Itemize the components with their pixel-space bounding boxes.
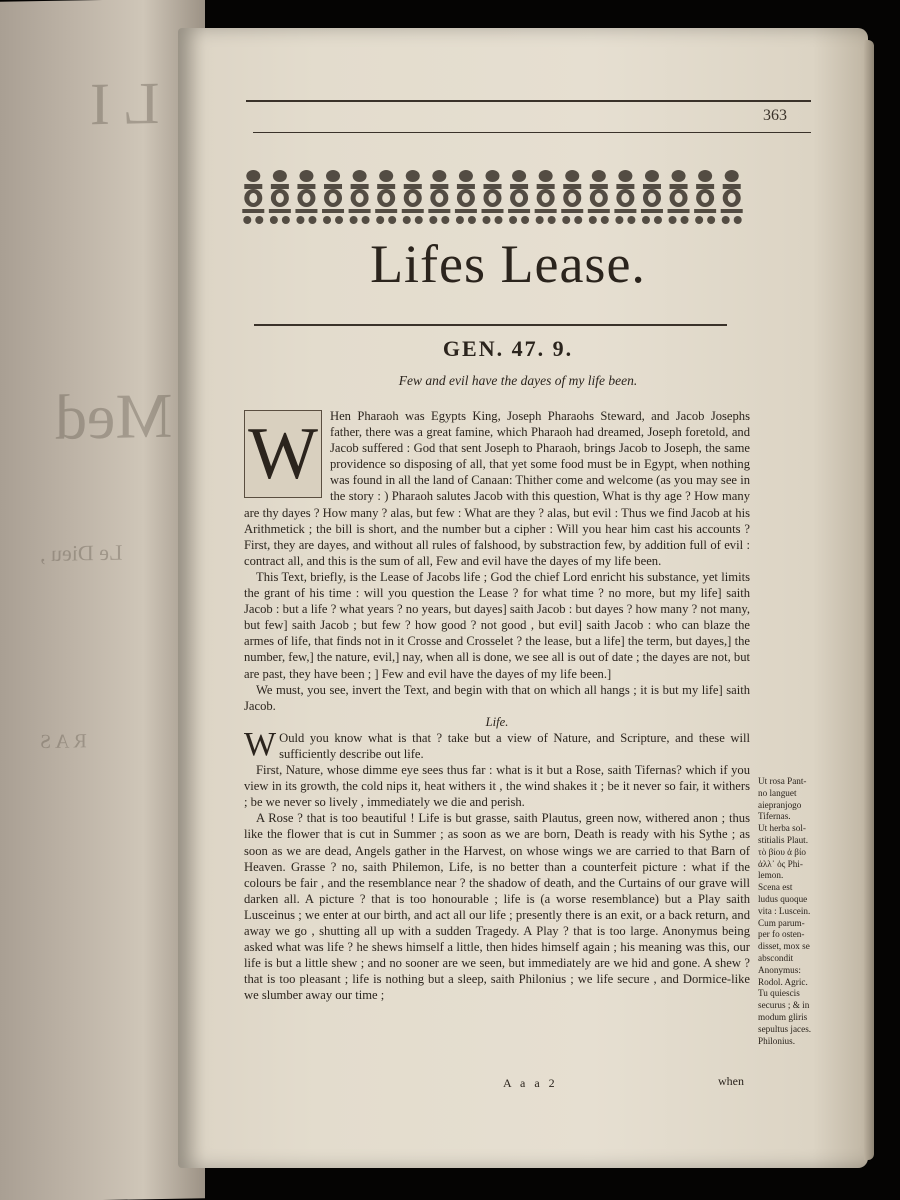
margin-note: τὸ βίου ἀ βίο [758,846,807,857]
left-page-ghost-text: Le Dieu , [40,539,123,567]
paragraph: This Text, briefly, is the Lease of Jacobs life ; God the chief Lord enricht his substance, yet limits the grant of his time : will you question the Lease ? for what time ? no more, but my life] saith Jacob : but a life ? what years ? no years, but dayes] saith Jacob : but dayes ? how many ? not many, but few] saith Jacob ; but few ? how good ? not good , but evil] saith Jacob : who can blaze the armes of life, that finds not in it Crosse and Crosselet ? the lease, but a life] the term, but dayes,] the number, few,] the nature, evil,] nay, when all is done, we see all is out of date ; the dayes are not, but are past, they have been ; ] Few and evil have the dayes of my life been.] [244,569,750,681]
margin-note: vita : Luscein. [758,905,811,916]
fleuron-mark [495,216,503,224]
fleuron-mark [728,193,736,203]
fleuron-mark [508,209,530,213]
fleuron-mark [299,170,313,182]
fleuron-mark [441,216,449,224]
fleuron-mark [273,170,287,182]
margin-note: Philonius. [758,1035,796,1046]
fleuron-mark [356,193,364,203]
fleuron-mark [484,184,502,189]
fleuron-mark [701,193,709,203]
header-rule-thin [253,132,811,133]
fleuron-mark [614,209,636,213]
fleuron-mark [457,184,475,189]
fleuron-mark [375,209,397,213]
fleuron-mark [324,184,342,189]
fleuron-mark [601,216,609,224]
fleuron-mark [255,216,263,224]
fleuron-mark [512,170,526,182]
fleuron-mark [627,216,635,224]
header-rule [246,100,811,102]
margin-note: Anonymus: [758,964,801,975]
fleuron-mark [668,209,690,213]
fleuron-mark [722,216,730,224]
paragraph: We must, you see, invert the Text, and begin with that on which all hangs ; it is but my life] saith Jacob. [244,682,750,713]
fleuron-mark [537,184,555,189]
fleuron-mark [295,209,317,213]
fleuron-mark [246,170,260,182]
fleuron-mark [282,216,290,224]
fleuron-mark [406,170,420,182]
left-facing-page [0,0,205,1200]
fleuron-mark [616,184,634,189]
fleuron-mark [561,209,583,213]
fleuron-mark [428,209,450,213]
fleuron-mark [351,184,369,189]
fleuron-mark [276,193,284,203]
fleuron-mark [565,170,579,182]
fleuron-mark [723,184,741,189]
fleuron-mark [489,193,497,203]
fleuron-mark [322,209,344,213]
fleuron-mark [574,216,582,224]
fleuron-mark [308,216,316,224]
fleuron-mark [588,209,610,213]
fleuron-mark [242,209,264,213]
fleuron-mark [362,216,370,224]
left-page-ghost-text: R A S [40,730,87,754]
fleuron-mark [548,216,556,224]
fleuron-mark [515,193,523,203]
fleuron-mark [694,209,716,213]
fleuron-mark [270,216,278,224]
page-stack-edge [864,40,874,1160]
page-number: 363 [763,107,787,124]
fleuron-mark [510,184,528,189]
fleuron-mark [302,193,310,203]
margin-note: aiepranjogo [758,799,802,810]
fleuron-mark [645,170,659,182]
fleuron-mark [462,193,470,203]
fleuron-ornament-band [240,164,745,226]
fleuron-mark [654,216,662,224]
fleuron-mark [568,193,576,203]
margin-note: sepultus jaces. [758,1023,812,1034]
margin-note: securus ; & in [758,1000,810,1011]
fleuron-mark [734,216,742,224]
fleuron-mark [648,193,656,203]
fleuron-mark [432,170,446,182]
fleuron-mark [377,184,395,189]
fleuron-mark [429,216,437,224]
fleuron-mark [590,184,608,189]
fleuron-mark [486,170,500,182]
fleuron-mark [323,216,331,224]
fleuron-mark [459,170,473,182]
margin-note: Cum parum- [758,917,805,928]
margin-note: abscondit [758,952,794,963]
fleuron-mark [409,193,417,203]
fleuron-mark [681,216,689,224]
left-page-ghost-text: L I [90,70,160,138]
fleuron-mark [456,216,464,224]
fleuron-mark [521,216,529,224]
fleuron-mark [415,216,423,224]
fleuron-mark [388,216,396,224]
paragraph: First, Nature, whose dimme eye sees thus far : what is it but a Rose, saith Tifernas? which if you view in its growth, the cold nips it, heat withers it , the wind shakes it ; be it never so fair, it withers ; be we never so lively , immediately we die and perish. [244,763,750,810]
fleuron-mark [435,193,443,203]
fleuron-mark [297,184,315,189]
fleuron-mark [695,216,703,224]
fleuron-mark [589,216,597,224]
fleuron-mark [536,216,544,224]
fleuron-mark [592,170,606,182]
right-page [178,28,868,1168]
fleuron-mark [539,170,553,182]
fleuron-mark [353,170,367,182]
page-title: Lifes Lease. [370,234,646,294]
paragraph: A Rose ? that is too beautiful ! Life is but grasse, saith Plautus, green now, withered anon ; thus like the flower that is cut in Summer ; as soon as we are born, Death is ready with his Sythe ; as soon as we are dead, Angels gather in the Harvest, on whose wings we are carried to that Barn of Heaven. Grasse ? no, saith Philemon, Life, is no better than a counterfeit picture : what if the colours be fair , and the resemblance near ? the shadow of death, and the Curtains of our grave will darken all. A picture ? that is too honourable ; life is (a worse resemblance) but a Play saith Lusceinus ; we enter at our birth, and act all our life ; presently there is an exit, or a back return, and away we go , shutting all up with a sudden Tragedy. A Play ? that is too large. Anonymus being asked what was life ? he shews himself a little, then hides himself again ; his meaning was this, our life is but a little shew ; and no sooner are we seen, but immediately are we hid and gone. A shew ? that is too pleasant ; life is nothing but a sleep, saith Philonius ; we life secure , and Dormice-like we slumber away our time ; [244,811,750,1003]
epigraph: Few and evil have the dayes of my life been. [398,373,638,388]
fleuron-mark [243,216,251,224]
fleuron-mark [455,209,477,213]
scripture-reference: GEN. 47. 9. [442,336,574,361]
fleuron-mark [269,209,291,213]
large-initial: W [244,725,277,763]
fleuron-mark [329,193,337,203]
fleuron-mark [249,193,257,203]
margin-note: Ut herba sol- [758,823,806,834]
fleuron-mark [615,216,623,224]
margin-note: ἀλλ᾽ ὁς Phi- [758,858,803,869]
fleuron-mark [641,209,663,213]
fleuron-mark [563,184,581,189]
fleuron-mark [642,216,650,224]
fleuron-mark [244,184,262,189]
margin-note: Ut rosa Pant- [758,776,807,786]
fleuron-mark [509,216,517,224]
catchword: when [718,1074,744,1088]
fleuron-mark [675,193,683,203]
margin-note: per fo osten- [758,929,805,940]
margin-note: disset, mox se [758,941,810,952]
fleuron-mark [402,209,424,213]
paragraph: Hen Pharaoh was Egypts King, Joseph Pharaohs Steward, and Jacob Josephs father, there was a great famine, which Pharaoh had dreamed, Joseph foretold, and Jacob suffered : God that sent Joseph to Pharaoh, brings Jacob to Joseph, the same providence so disposing of all, that yet some food must be in Egypt, when nothing was found in all the land of Canaan: Thither come and welcome (as you may see in the story : ) Pharaoh salutes Jacob with this question, What is thy age ? How many are thy dayes ? How many ? alas, but few : What are they ? alas, but evil : Thus we find Jacob at his Arithmetick ; the bill is short, and the number but a cipher : Will you hear him cast his accounts ? First, they are dayes, and without all rules of falshood, by substraction few, by addition full of evil : contract all, and this is the sum of all, Few and evil have the dayes of my life been. [244,409,750,568]
fleuron-mark [698,170,712,182]
section-heading: Life. [485,714,509,729]
margin-note: modum gliris [758,1011,808,1022]
fleuron-mark [350,216,358,224]
fleuron-mark [382,193,390,203]
fleuron-mark [618,170,632,182]
margin-note: Scena est [758,882,793,893]
fleuron-mark [404,184,422,189]
fleuron-mark [707,216,715,224]
fleuron-mark [468,216,476,224]
fleuron-mark [542,193,550,203]
fleuron-mark [669,216,677,224]
margin-note: Tifernas. [758,811,791,822]
fleuron-mark [721,209,743,213]
signature-mark: A a a 2 [503,1076,558,1090]
left-page-ghost-text: Med [55,379,173,453]
fleuron-mark [672,170,686,182]
margin-note: Rodol. Agric. [758,976,808,987]
fleuron-mark [670,184,688,189]
fleuron-mark [483,216,491,224]
drop-cap: W [244,410,322,498]
fleuron-mark [430,184,448,189]
margin-note: stitialis Plaut. [758,834,809,845]
fleuron-mark [595,193,603,203]
fleuron-mark [349,209,371,213]
body-text [244,408,750,1003]
margin-note: Tu quiescis [758,988,800,999]
fleuron-mark [482,209,504,213]
fleuron-mark [403,216,411,224]
margin-note: ludus quoque [758,893,808,904]
fleuron-mark [725,170,739,182]
fleuron-mark [296,216,304,224]
fleuron-mark [535,209,557,213]
fleuron-mark [643,184,661,189]
marginal-notes [758,776,833,1047]
margin-note: no languet [758,787,797,798]
fleuron-mark [335,216,343,224]
fleuron-mark [376,216,384,224]
margin-note: lemon. [758,870,784,881]
paragraph: W Ould you know what is that ? take but a view of Nature, and Scripture, and these will sufficiently describe out life. [244,725,750,763]
fleuron-mark [271,184,289,189]
fleuron-mark [696,184,714,189]
title-rule [254,324,727,326]
fleuron-mark [326,170,340,182]
fleuron-mark [379,170,393,182]
fleuron-mark [562,216,570,224]
fleuron-mark [621,193,629,203]
